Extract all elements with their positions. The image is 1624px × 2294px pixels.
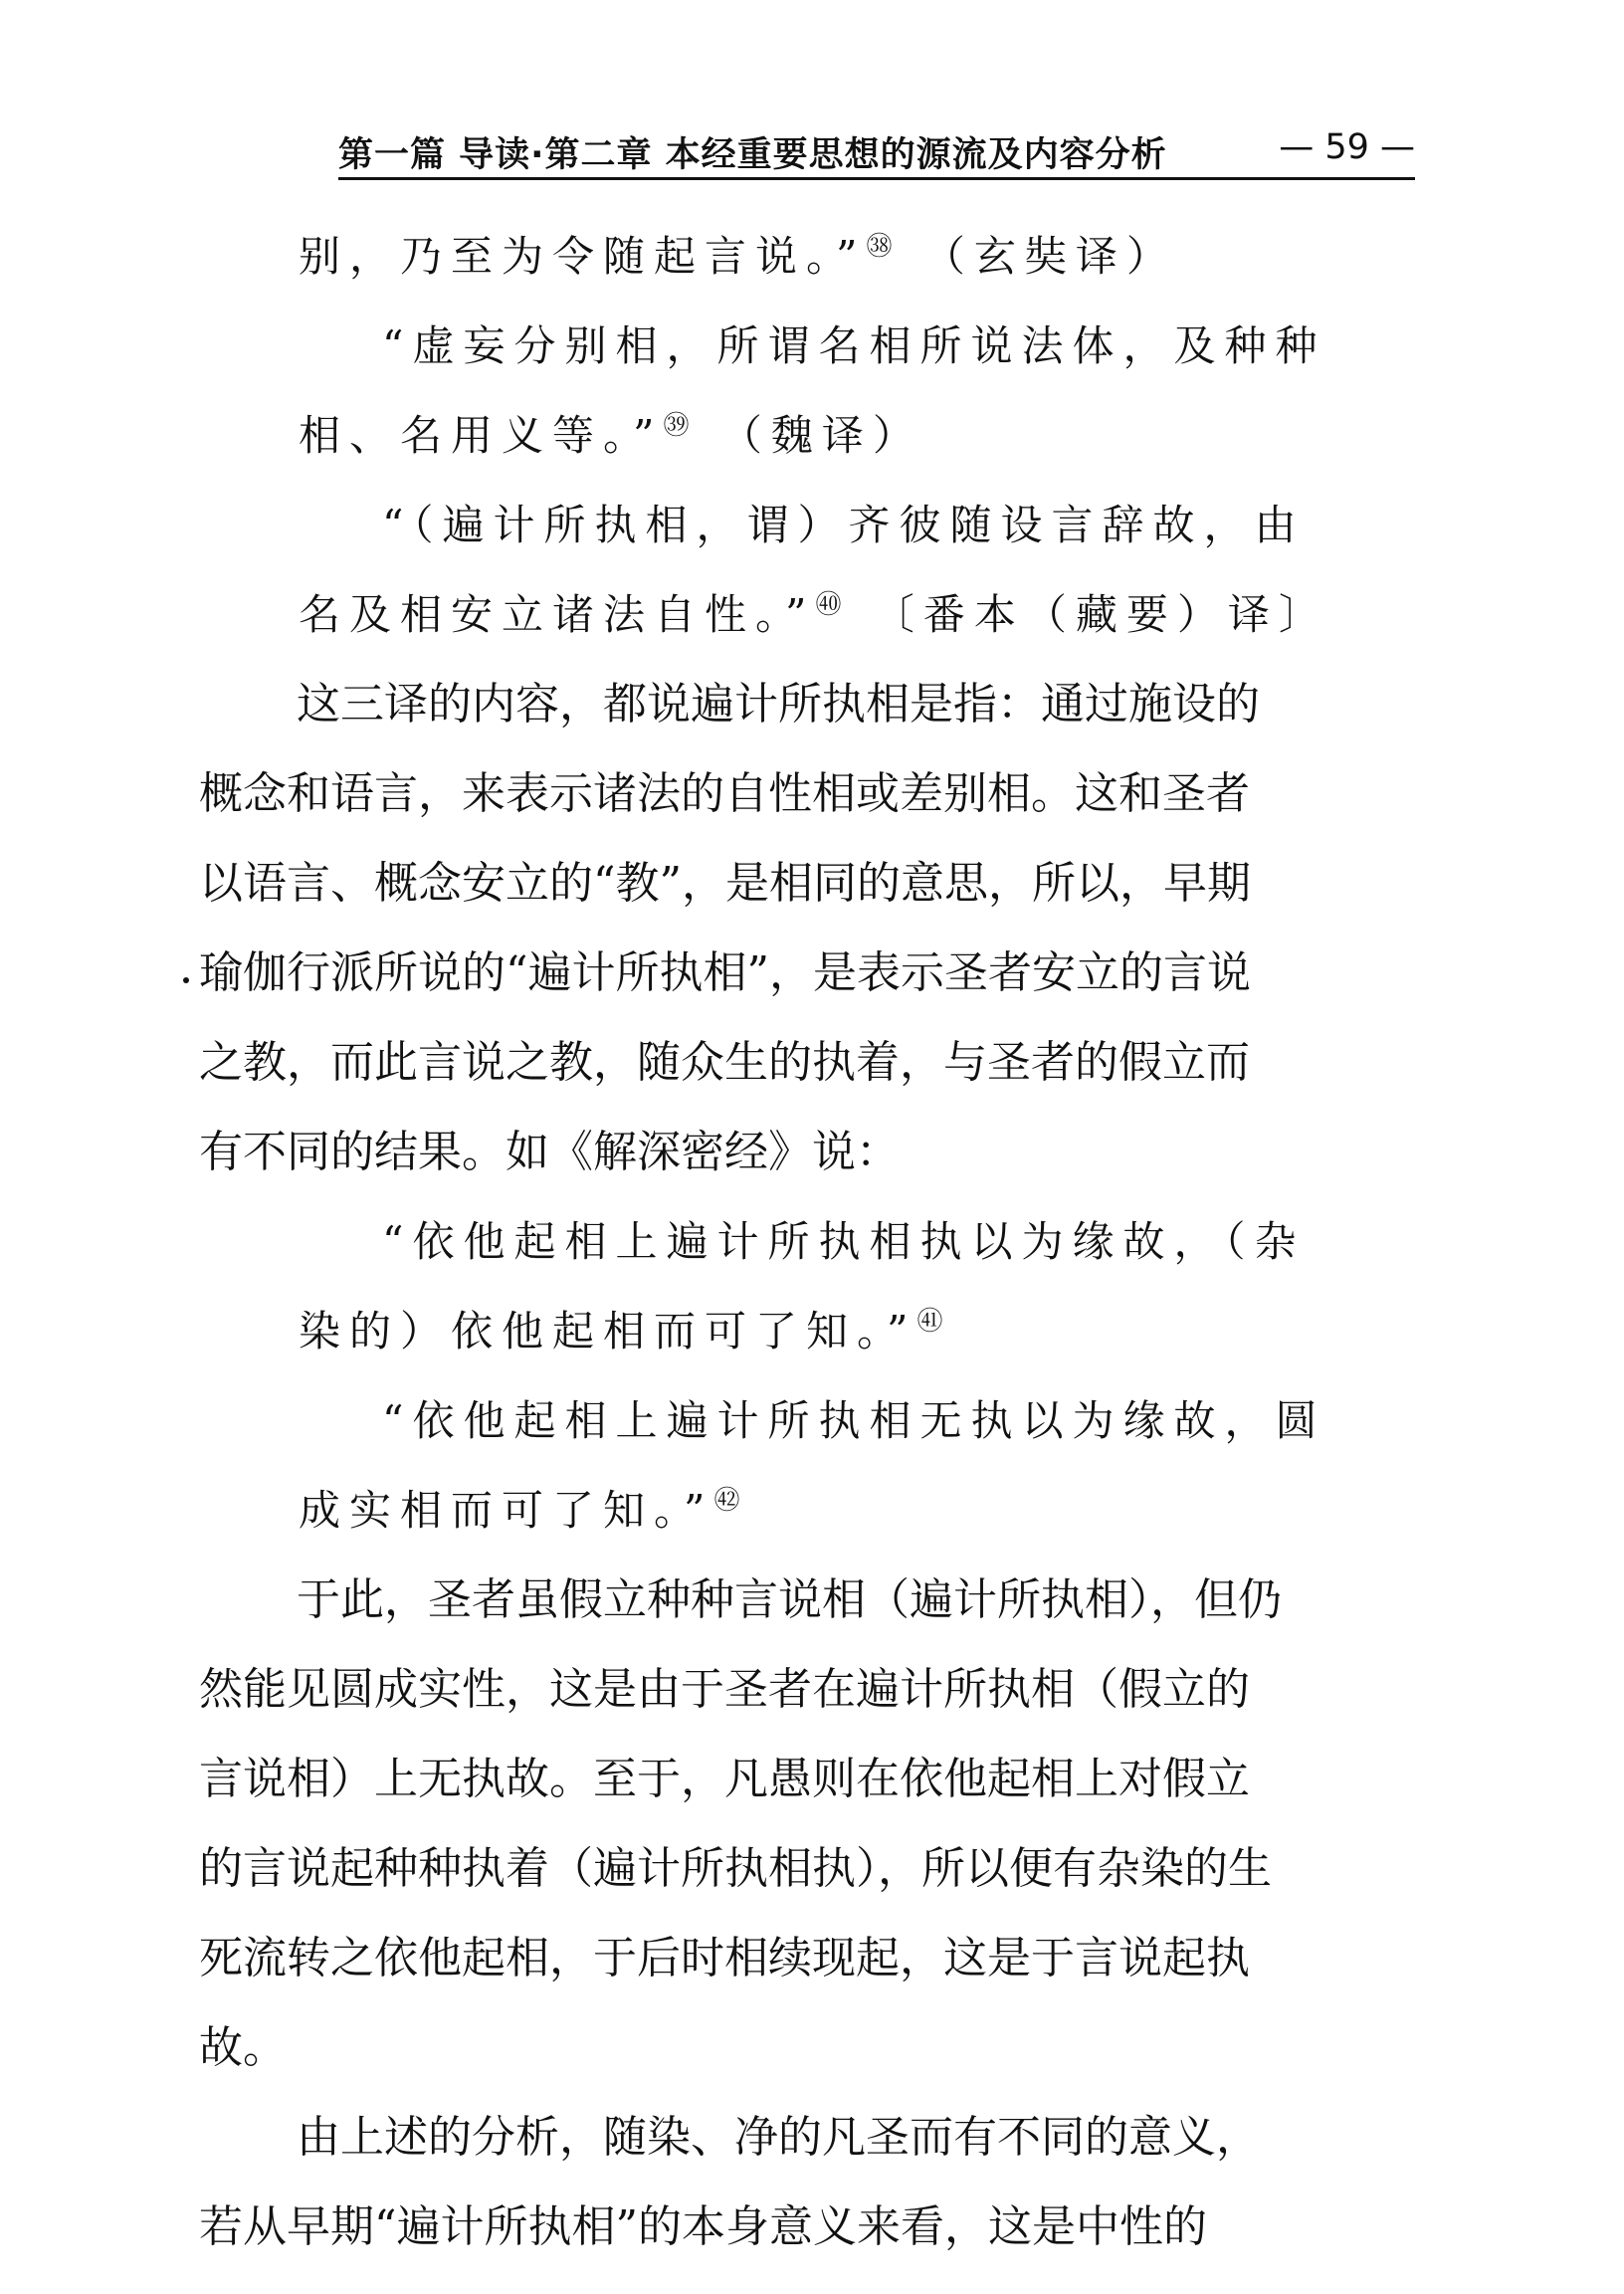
quote-line (299, 1302, 952, 1367)
footnote-marker: ㊴ (663, 411, 699, 441)
body-line (199, 2018, 287, 2078)
line-text: “（遍计所执相，谓）齐彼随设言辞故，由 (382, 501, 1306, 549)
body-line (297, 1570, 1282, 1630)
quote-line (382, 1391, 1325, 1451)
body-line (199, 1839, 1272, 1899)
line-text: 这三译的内容，都说遍计所执相是指：通过施设的 (297, 679, 1260, 730)
line-text: 以语言、概念安立的“教”，是相同的意思，所以，早期 (199, 858, 1251, 909)
footnote-marker: ㊶ (916, 1307, 952, 1337)
line-text: 故。 (199, 2022, 287, 2073)
body-line (199, 764, 1250, 824)
quote-line (382, 496, 1305, 555)
body-line (199, 1750, 1250, 1809)
body-line (297, 675, 1260, 734)
margin-dot (183, 977, 189, 983)
line-text: 若从早期“遍计所执相”的本身意义来看，这是中性的 (199, 2201, 1207, 2252)
body-line (199, 1033, 1250, 1093)
line-text: 于此，圣者虽假立种种言说相（遍计所执相），但仍 (297, 1574, 1282, 1625)
footnote-marker: ㊷ (713, 1486, 749, 1516)
line-text: 之教，而此言说之教，随众生的执着，与圣者的假立而 (199, 1037, 1250, 1088)
body-line (199, 2197, 1207, 2257)
quote-line (299, 1481, 749, 1547)
line-text: 言说相）上无执故。至于，凡愚则在依他起相上对假立 (199, 1754, 1250, 1804)
footnote-marker: ㊵ (815, 590, 851, 620)
quote-line (299, 585, 1329, 651)
translation-label: （魏译） (719, 411, 923, 460)
line-text: 由上述的分析，随染、净的凡圣而有不同的意义， (297, 2112, 1260, 2163)
page-number: — 59 — (1279, 127, 1415, 167)
body-line (297, 2108, 1260, 2168)
line-text: “依他起相上遍计所执相执以为缘故，（杂 (382, 1217, 1306, 1266)
line-text: 然能见圆成实性，这是由于圣者在遍计所执相（假立的 (199, 1664, 1250, 1715)
body-line (199, 1123, 900, 1182)
line-text: 瑜伽行派所说的“遍计所执相”，是表示圣者安立的言说 (199, 947, 1251, 998)
body-line (199, 1929, 1250, 1988)
body-line (199, 1660, 1250, 1720)
quote-line (299, 227, 1177, 293)
line-text: 死流转之依他起相，于后时相续现起，这是于言说起执 (199, 1933, 1250, 1983)
line-text: 的言说起种种执着（遍计所执相执），所以便有杂染的生 (199, 1843, 1272, 1894)
line-text: 相、名用义等。” (299, 411, 664, 460)
line-text: 有不同的结果。如《解深密经》说： (199, 1127, 900, 1177)
line-text: 别，乃至为令随起言说。” (299, 232, 867, 281)
line-text: “依他起相上遍计所执相无执以为缘故，圆 (382, 1396, 1326, 1445)
translation-label: 〔番本（藏要）译〕 (872, 590, 1329, 639)
line-text: 名及相安立诸法自性。” (299, 590, 816, 639)
line-text: “虚妄分别相，所谓名相所说法体，及种种 (382, 321, 1326, 370)
translation-label: （玄奘译） (922, 232, 1177, 281)
footnote-marker: ㊳ (866, 232, 902, 262)
body-line (199, 854, 1251, 914)
chapter-title: 第一篇 导读·第二章 本经重要思想的源流及内容分析 (338, 135, 1167, 175)
body-line (199, 943, 1251, 1003)
line-text: 概念和语言，来表示诸法的自性相或差别相。这和圣者 (199, 768, 1250, 819)
quote-line (382, 316, 1325, 376)
quote-line (382, 1212, 1305, 1272)
quote-line (299, 406, 923, 472)
running-header (338, 127, 1415, 180)
line-text: 染的）依他起相而可了知。” (299, 1307, 917, 1356)
line-text: 成实相而可了知。” (299, 1486, 714, 1535)
